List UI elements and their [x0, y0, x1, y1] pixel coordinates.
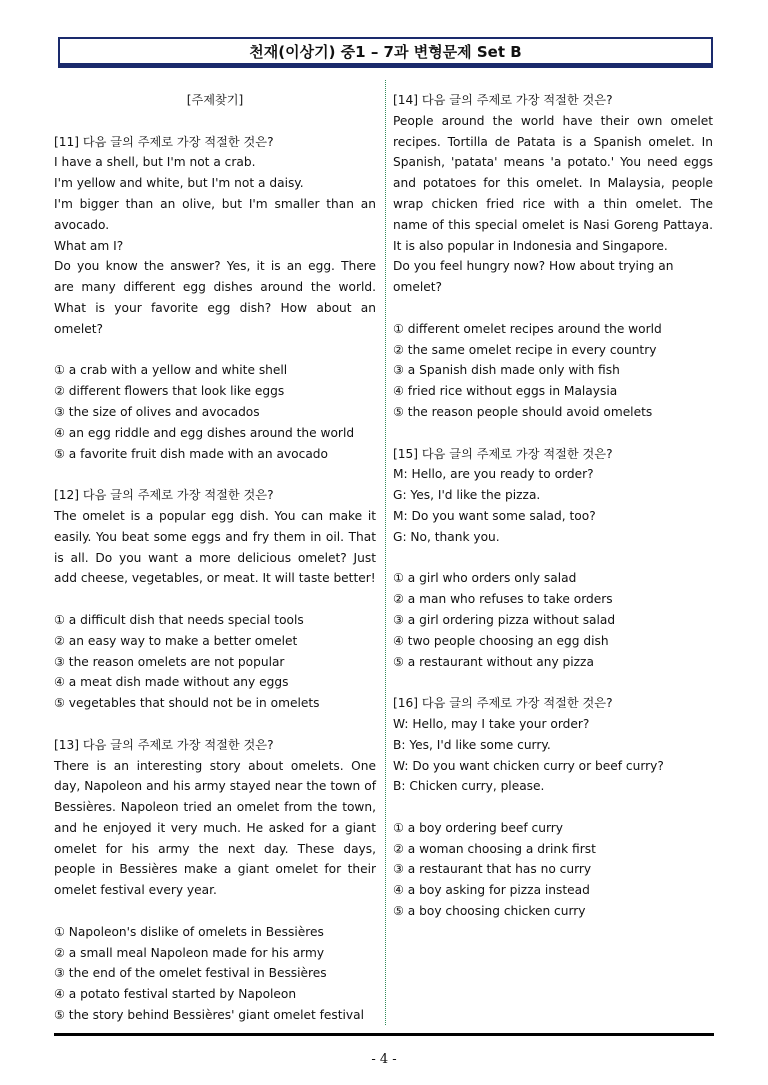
dialogue-line: B: Yes, I'd like some curry. — [393, 737, 551, 752]
dialogue-line: B: Chicken curry, please. — [393, 779, 545, 794]
answer-option[interactable]: ② the same omelet recipe in every country — [393, 342, 657, 357]
answer-option[interactable]: ② a woman choosing a drink first — [393, 841, 596, 856]
answer-option[interactable]: ② an easy way to make a better omelet — [54, 633, 298, 648]
answer-option[interactable]: ③ a restaurant that has no curry — [393, 862, 592, 877]
page-title: 천재(이상기) 중1 – 7과 변형문제 Set B — [58, 37, 713, 65]
answer-option[interactable]: ④ a boy asking for pizza instead — [393, 883, 590, 898]
answer-option[interactable]: ② a man who refuses to take orders — [393, 592, 613, 607]
dialogue-line: W: Hello, may I take your order? — [393, 716, 590, 731]
passage-line: Do you know the answer? Yes, it is an egg. There are many different egg dishes around the world. What is your favorite egg dish? How about an omelet? — [54, 259, 376, 336]
section-heading: [주제찾기] — [186, 93, 244, 107]
answer-option[interactable]: ⑤ vegetables that should not be in omelets — [54, 696, 320, 711]
question-15 — [393, 444, 713, 673]
passage-line: I'm bigger than an olive, but I'm smaller than an avocado. — [54, 196, 376, 232]
answer-option[interactable]: ⑤ the reason people should avoid omelets — [393, 404, 653, 419]
passage: The omelet is a popular egg dish. You can make it easily. You beat some eggs and fry them in oil. That is all. Do you want a more delicious omelet? Just add cheese, vegetables, or meat. It will taste better! — [54, 508, 376, 586]
passage: There is an interesting story about omelets. One day, Napoleon and his army stayed near the town of Bessières. Napoleon tried an omelet from the town, and he enjoyed it very much. He asked for a giant omelet for his army the next day. These days, people in Bessières make a giant omelet for their omelet festival every year. — [54, 758, 376, 898]
answer-option[interactable]: ④ fried rice without eggs in Malaysia — [393, 384, 618, 399]
answer-option[interactable]: ① Napoleon's dislike of omelets in Bessières — [54, 924, 324, 939]
answer-option[interactable]: ① a difficult dish that needs special tools — [54, 612, 304, 627]
dialogue-line: M: Do you want some salad, too? — [393, 508, 596, 523]
passage-line: I'm yellow and white, but I'm not a daisy. — [54, 176, 304, 191]
answer-option[interactable]: ④ two people choosing an egg dish — [393, 633, 609, 648]
answer-option[interactable]: ③ a girl ordering pizza without salad — [393, 612, 616, 627]
answer-option[interactable]: ⑤ a restaurant without any pizza — [393, 654, 594, 669]
answer-option[interactable]: ④ a potato festival started by Napoleon — [54, 987, 297, 1002]
question-prompt: [13] 다음 글의 주제로 가장 적절한 것은? — [54, 737, 274, 752]
answer-option[interactable]: ③ the reason omelets are not popular — [54, 654, 285, 669]
answer-option[interactable]: ① a boy ordering beef curry — [393, 820, 563, 835]
dialogue-line: G: Yes, I'd like the pizza. — [393, 488, 541, 503]
passage-line: Do you feel hungry now? How about trying an omelet? — [393, 259, 674, 295]
bottom-rule — [54, 1033, 714, 1036]
question-prompt: [14] 다음 글의 주제로 가장 적절한 것은? — [393, 93, 613, 107]
answer-option[interactable]: ③ the end of the omelet festival in Bessières — [54, 966, 327, 981]
dialogue-line: W: Do you want chicken curry or beef curry? — [393, 758, 664, 773]
right-column — [393, 90, 713, 922]
question-16 — [393, 693, 713, 922]
question-prompt: [11] 다음 글의 주제로 가장 적절한 것은? — [54, 134, 274, 149]
question-prompt: [12] 다음 글의 주제로 가장 적절한 것은? — [54, 488, 274, 503]
passage-line: What am I? — [54, 238, 124, 253]
answer-option[interactable]: ⑤ the story behind Bessières' giant omelet festival — [54, 1008, 364, 1023]
question-12 — [54, 485, 376, 714]
column-divider — [385, 80, 386, 1025]
answer-option[interactable]: ③ a Spanish dish made only with fish — [393, 363, 620, 378]
question-11 — [54, 132, 376, 465]
left-column — [54, 90, 376, 1026]
page-number: - 4 - — [371, 1052, 397, 1067]
question-13 — [54, 735, 376, 1026]
dialogue-line: M: Hello, are you ready to order? — [393, 467, 594, 482]
passage-line: I have a shell, but I'm not a crab. — [54, 155, 256, 170]
dialogue-line: G: No, thank you. — [393, 529, 500, 544]
answer-option[interactable]: ② a small meal Napoleon made for his army — [54, 945, 325, 960]
answer-option[interactable]: ⑤ a favorite fruit dish made with an avocado — [54, 446, 328, 461]
answer-option[interactable]: ② different flowers that look like eggs — [54, 384, 285, 399]
answer-option[interactable]: ① different omelet recipes around the world — [393, 321, 662, 336]
question-14 — [393, 90, 713, 423]
answer-option[interactable]: ⑤ a boy choosing chicken curry — [393, 904, 586, 919]
answer-option[interactable]: ③ the size of olives and avocados — [54, 404, 260, 419]
question-prompt: [15] 다음 글의 주제로 가장 적절한 것은? — [393, 446, 613, 461]
passage: People around the world have their own omelet recipes. Tortilla de Patata is a Spanish omelet. In Spanish, 'patata' means 'a potato.' You need eggs and potatoes for this omelet. In Malaysia, people wrap chicken fried rice with a thin omelet. The name of this special omelet is Nasi Goreng Pattaya. It is also popular in Indonesia and Singapore. — [393, 113, 713, 253]
answer-option[interactable]: ④ a meat dish made without any eggs — [54, 675, 289, 690]
answer-option[interactable]: ① a crab with a yellow and white shell — [54, 363, 288, 378]
answer-option[interactable]: ④ an egg riddle and egg dishes around the world — [54, 425, 355, 440]
question-prompt: [16] 다음 글의 주제로 가장 적절한 것은? — [393, 696, 613, 711]
answer-option[interactable]: ① a girl who orders only salad — [393, 571, 577, 586]
